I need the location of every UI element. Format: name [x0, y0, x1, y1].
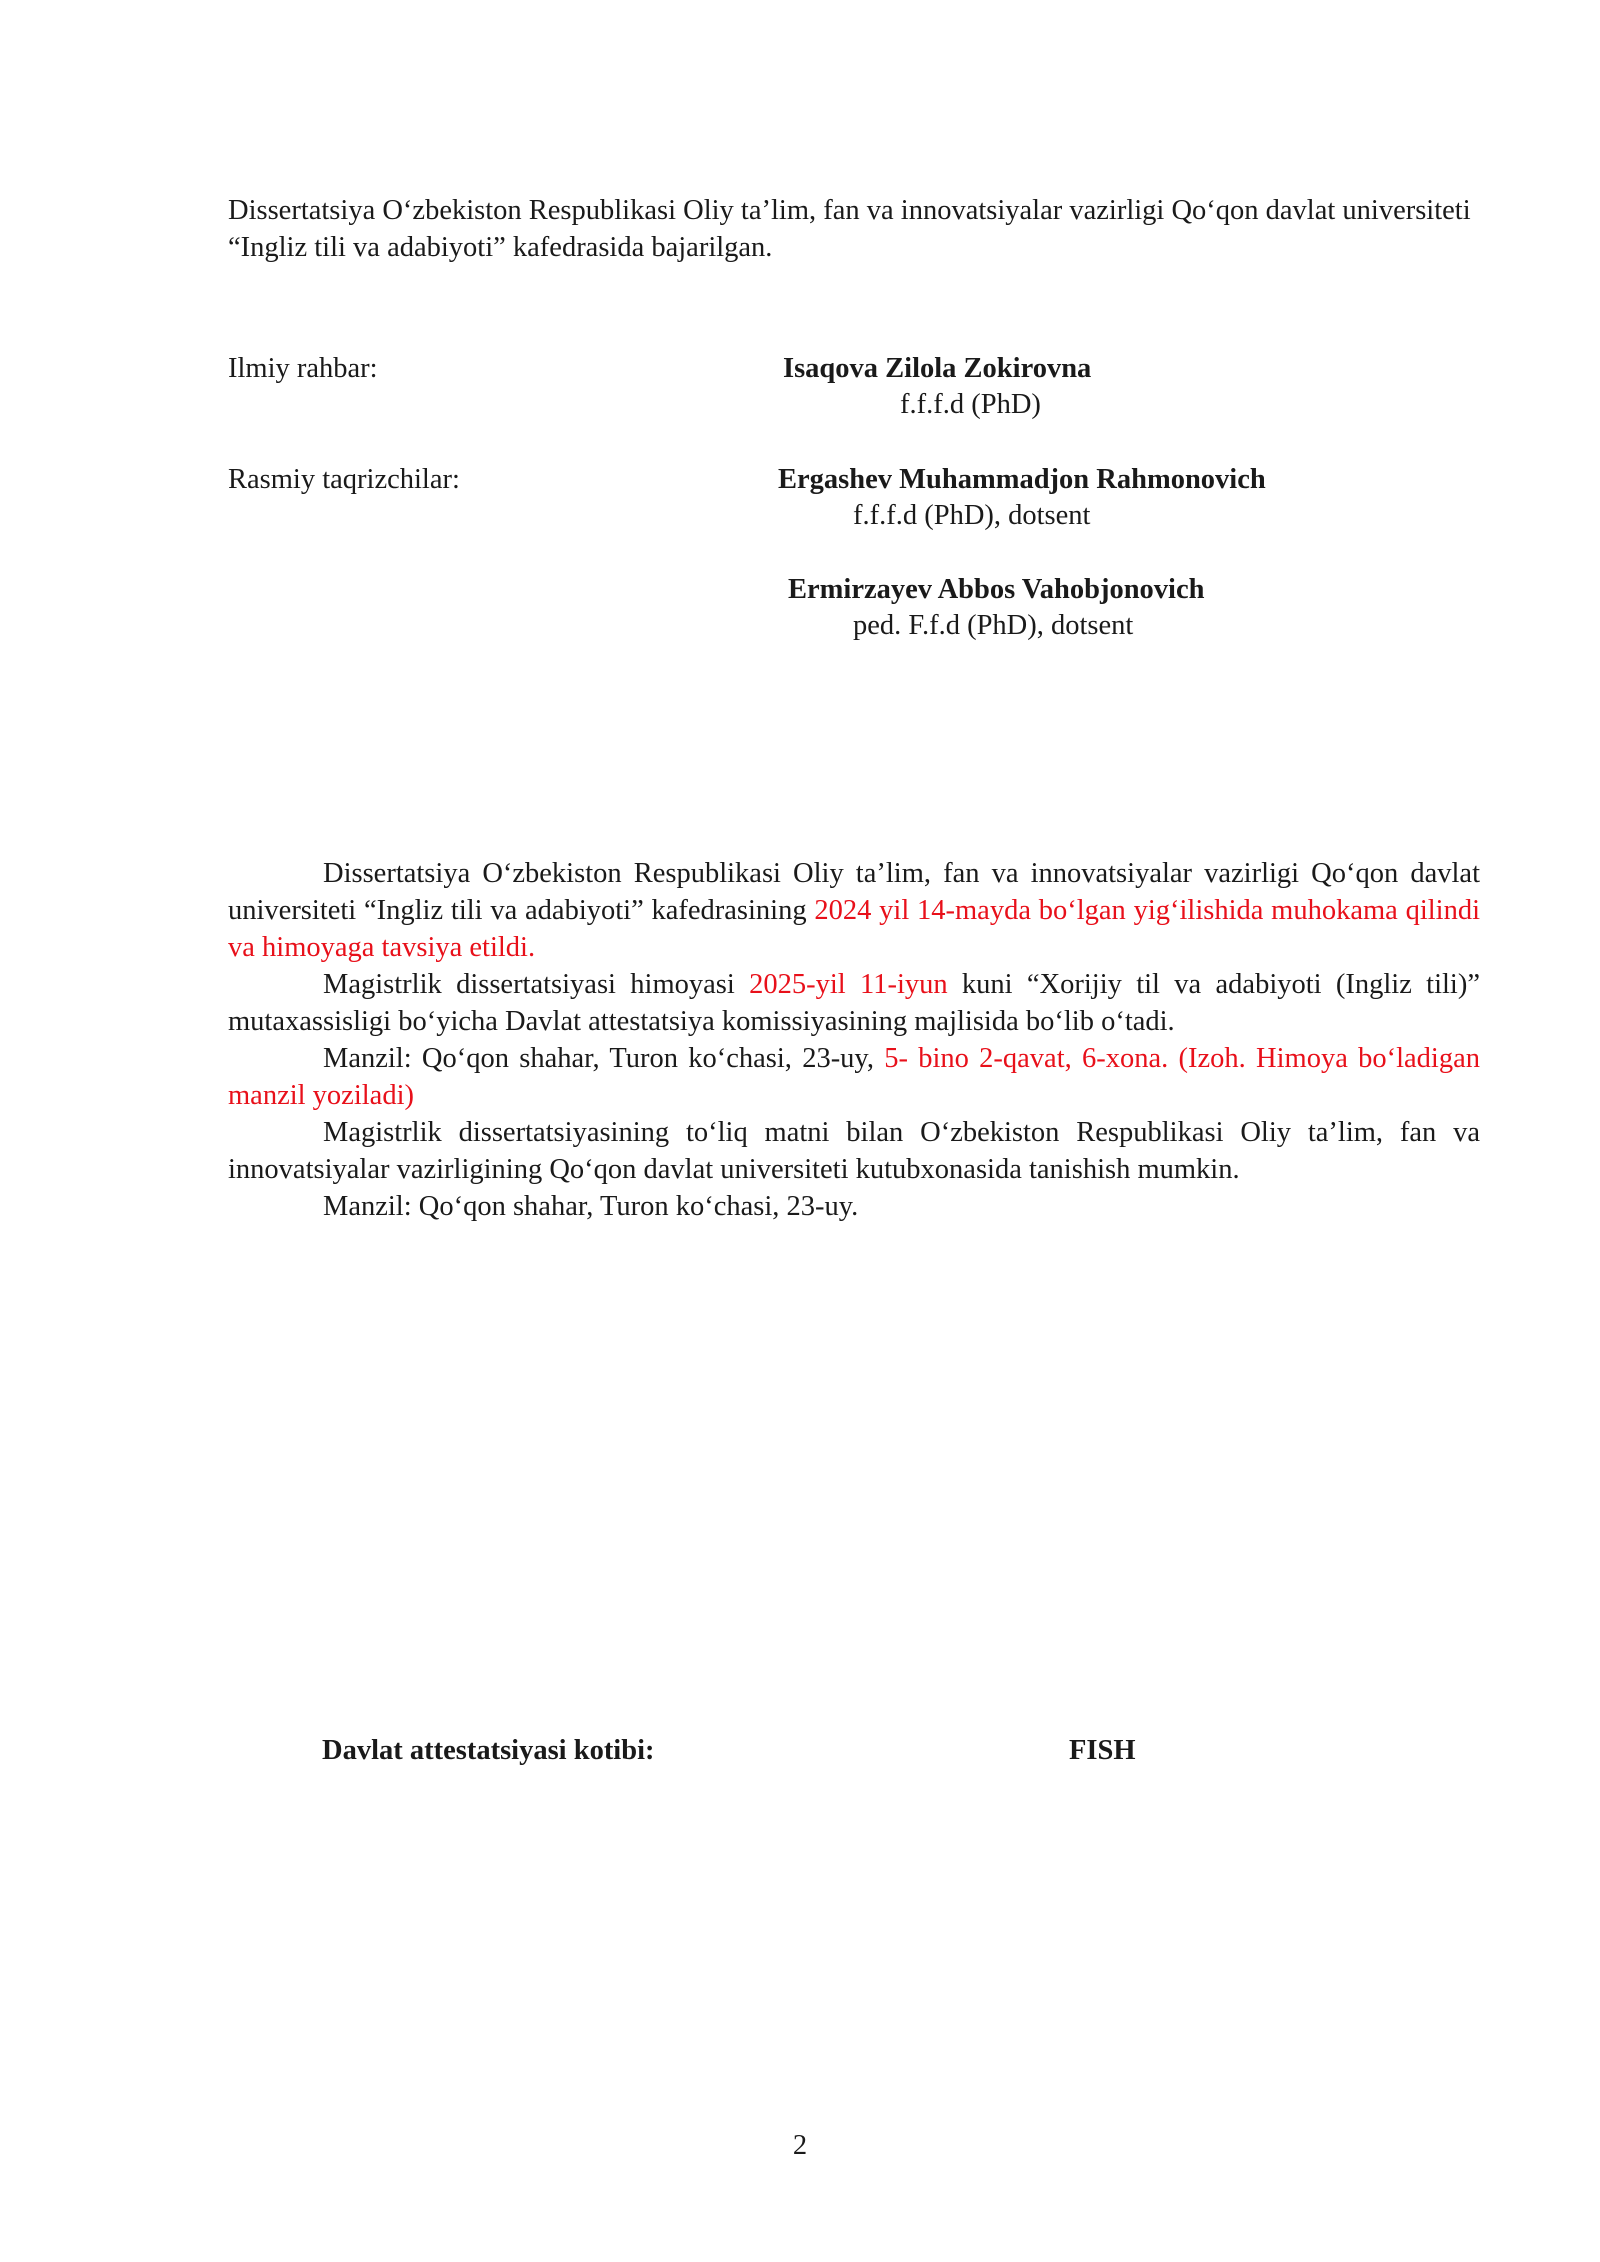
reviewers-label: Rasmiy taqrizchilar:	[228, 464, 460, 495]
discussion-text: Dissertatsiya O‘zbekiston Respublikasi Oliy ta’lim, fan va innovatsiyalar vazirligi Qo‘qon davlat universiteti “Ingliz tili va adabiyoti” kafedrasining	[228, 858, 1480, 926]
discussion-paragraph	[228, 855, 1480, 966]
defense-info-block	[228, 855, 1480, 1225]
supervisor-label: Ilmiy rahbar:	[228, 353, 378, 384]
library-address-paragraph: Manzil: Qo‘qon shahar, Turon ko‘chasi, 23-uy.	[323, 1191, 859, 1222]
defense-date-highlight: 2025-yil 11-iyun	[749, 969, 948, 1000]
page-number: 2	[792, 2130, 808, 2161]
defense-text-end: kuni “Xorijiy til va adabiyoti (Ingliz tili)” mutaxassisligi bo‘yicha Davlat attestatsiya komissiyasining majlisida bo‘lib o‘tadi.	[228, 969, 1480, 1037]
reviewer-2-name: Ermirzayev Abbos Vahobjonovich	[788, 574, 1205, 605]
address-paragraph	[228, 1040, 1480, 1114]
defense-paragraph	[228, 966, 1480, 1040]
address-room-highlight: 5- bino 2-qavat, 6-xona. (Izoh. Himoya bo‘ladigan manzil yoziladi)	[228, 1043, 1480, 1111]
reviewer-1-degree: f.f.f.d (PhD), dotsent	[853, 500, 1091, 531]
supervisor-degree: f.f.f.d (PhD)	[900, 389, 1041, 420]
supervisor-name: Isaqova Zilola Zokirovna	[783, 353, 1092, 384]
library-paragraph: Magistrlik dissertatsiyasining to‘liq matni bilan O‘zbekiston Respublikasi Oliy ta’lim, fan va innovatsiyalar vazirligining Qo‘qon davlat universiteti kutubxonasida tanishish mumkin.	[228, 1117, 1480, 1185]
discussion-date-highlight: 2024 yil 14-mayda bo‘lgan yig‘ilishida muhokama qilindi va himoyaga tavsiya etildi.	[228, 895, 1480, 963]
reviewer-2-degree: ped. F.f.d (PhD), dotsent	[853, 610, 1134, 641]
address-text: Manzil: Qo‘qon shahar, Turon ko‘chasi, 23-uy,	[323, 1043, 885, 1074]
secretary-label: Davlat attestatsiyasi kotibi:	[322, 1735, 655, 1766]
defense-text-start: Magistrlik dissertatsiyasi himoyasi	[323, 969, 750, 1000]
secretary-value: FISH	[1069, 1735, 1136, 1766]
intro-paragraph: Dissertatsiya O‘zbekiston Respublikasi Oliy ta’lim, fan va innovatsiyalar vazirligi Qo‘qon davlat universiteti “Ingliz tili va adabiyoti” kafedrasida bajarilgan.	[228, 195, 1471, 263]
reviewer-1-name: Ergashev Muhammadjon Rahmonovich	[778, 464, 1266, 495]
